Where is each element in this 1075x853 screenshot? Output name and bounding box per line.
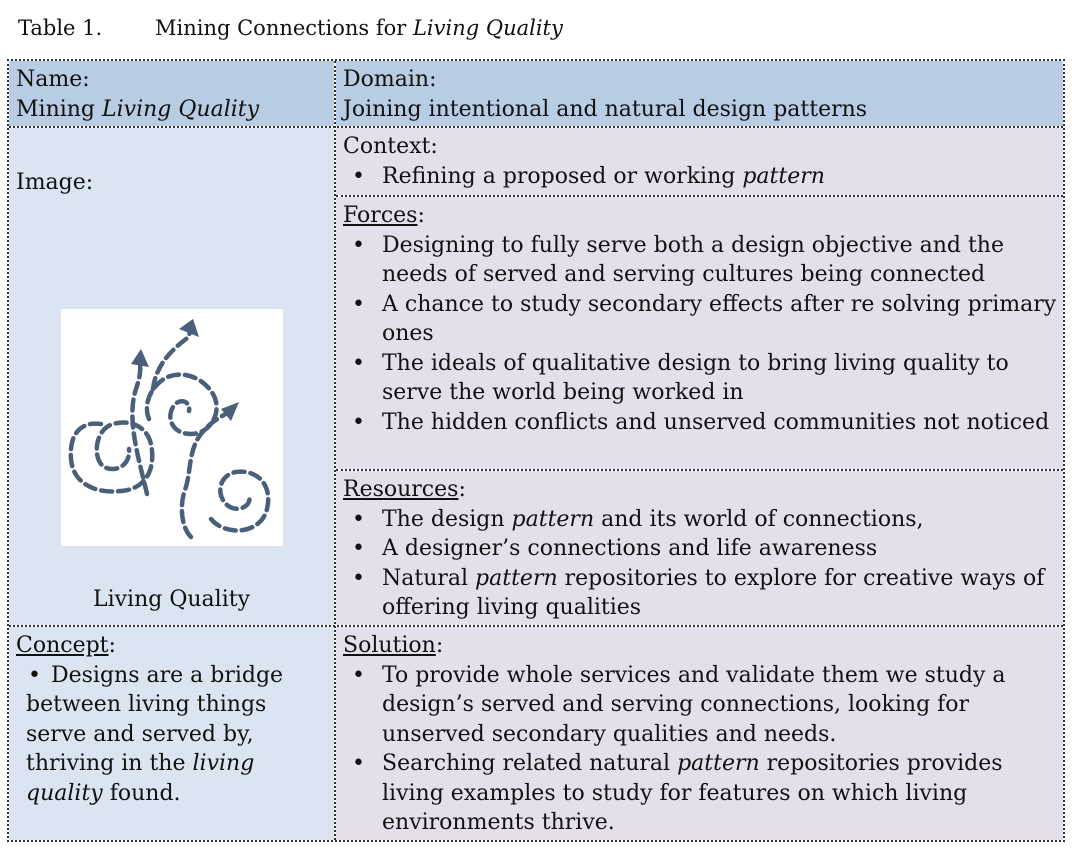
context-cell: [336, 128, 1063, 195]
table-number: Table 1.: [18, 16, 103, 40]
list-item: • Searching related natural pattern repositories provides living examples to study for features on which living environments thrive.: [343, 749, 1063, 838]
list-item: • Designing to fully serve both a design objective and the needs of served and serving cultures being connected: [343, 231, 1063, 290]
list-item: • Natural pattern repositories to explore for creative ways of offering living qualities: [343, 564, 1063, 623]
row-divider: [336, 195, 1063, 197]
row-divider: [9, 625, 1063, 627]
context-label: Context:: [343, 134, 438, 159]
context-list: [343, 162, 1063, 192]
image-cell: [9, 128, 334, 625]
name-value: Mining Living Quality: [16, 96, 260, 122]
list-item: • Refining a proposed or working pattern: [343, 162, 1063, 192]
table-title: Mining Connections for Living Quality: [155, 16, 563, 40]
living-quality-image: [61, 309, 283, 546]
forces-list: [343, 231, 1063, 438]
list-item: • The ideals of qualitative design to bring living quality to serve the world being worked in: [343, 349, 1063, 408]
list-item: • A chance to study secondary effects after re solving primary ones: [343, 290, 1063, 349]
list-item: • A designer’s connections and life awareness: [343, 534, 1063, 564]
column-divider: [334, 61, 336, 840]
domain-label: Domain:: [343, 67, 437, 92]
concept-text: • Designs are a bridge between living things serve and served by, thriving in the living quality found.: [26, 662, 284, 806]
list-item: • To provide whole services and validate them we study a design’s served and serving connections, looking for unserved secondary qualities and needs.: [343, 661, 1063, 750]
resources-list: [343, 505, 1063, 623]
name-label: Name:: [16, 67, 90, 92]
image-caption: Living Quality: [92, 587, 251, 612]
concept-label: Concept:: [16, 633, 116, 658]
resources-cell: [336, 471, 1063, 625]
resources-label: Resources:: [343, 477, 466, 502]
forces-label: Forces:: [343, 203, 425, 228]
row-divider: [9, 126, 1063, 128]
solution-list: [343, 661, 1063, 838]
forces-cell: [336, 197, 1063, 469]
domain-cell: [336, 61, 1063, 126]
table-caption: [18, 16, 563, 40]
row-divider: [336, 469, 1063, 471]
pattern-table: [7, 59, 1065, 842]
list-item: • The hidden conflicts and unserved communities not noticed: [343, 408, 1063, 438]
domain-value: Joining intentional and natural design patterns: [343, 96, 868, 122]
list-item: • The design pattern and its world of connections,: [343, 505, 1063, 535]
dashed-spiral-arrows-icon: [61, 309, 283, 546]
solution-label: Solution:: [343, 633, 444, 658]
image-label: Image:: [16, 170, 94, 195]
concept-cell: [9, 627, 334, 840]
solution-cell: [336, 627, 1063, 840]
name-cell: [9, 61, 334, 126]
